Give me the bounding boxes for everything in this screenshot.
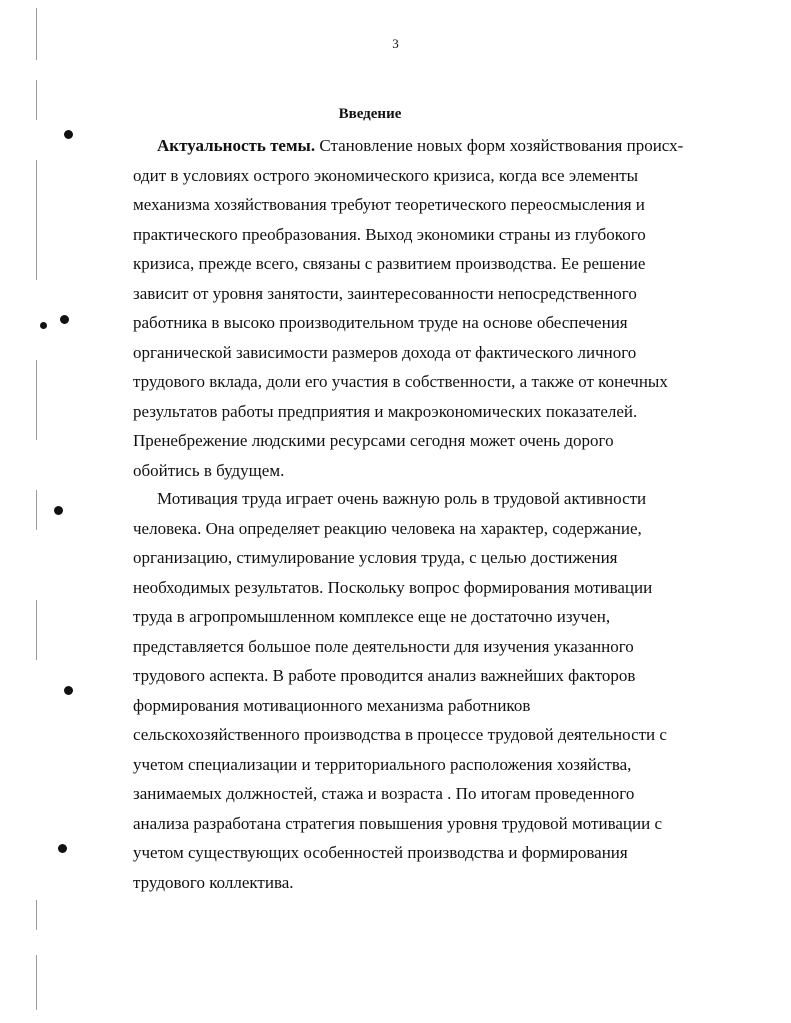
paragraph-motivation	[133, 484, 729, 897]
paragraph-line: анализа разработана стратегия повышения уровня трудовой мотивации с	[133, 813, 663, 833]
paragraph-line: обойтись в будущем.	[133, 460, 285, 480]
paragraph-line: работника в высоко производительном труде на основе обеспечения	[133, 313, 628, 332]
paragraph-line: представляется большое поле деятельности для изучения указанного	[133, 636, 634, 656]
relevance-lead: Актуальность темы.	[157, 136, 316, 155]
binder-hole-icon	[64, 130, 73, 139]
paragraph-line: занимаемых должностей, стажа и возраста . По итогам проведенного	[133, 784, 635, 803]
paragraph-line: практического преобразования. Выход экономики страны из глубокого	[133, 224, 646, 244]
scan-margin-line	[36, 600, 37, 660]
paragraph-line: формирования мотивационного механизма работников	[133, 695, 531, 715]
binder-hole-icon	[58, 844, 67, 853]
paragraph-relevance	[133, 131, 729, 485]
paragraph-line: результатов работы предприятия и макроэкономических показателей.	[133, 401, 638, 421]
paragraph-line: Мотивация труда играет очень важную роль в трудовой активности	[157, 489, 647, 508]
paragraph-line: трудового коллектива.	[133, 872, 294, 892]
scan-margin-line	[36, 490, 37, 530]
binder-hole-icon	[60, 315, 69, 324]
scan-margin-line	[36, 955, 37, 1010]
paragraph-line: Актуальность темы. Становление новых форм хозяйствования происх-	[157, 136, 684, 155]
paragraph-line: человека. Она определяет реакцию человека на характер, содержание,	[133, 518, 642, 538]
paragraph-line: труда в агропромышленном комплексе еще не достаточно изучен,	[133, 607, 611, 626]
scan-margin-line	[36, 900, 37, 930]
paragraph-line: необходимых результатов. Поскольку вопрос формирования мотивации	[133, 577, 653, 597]
binder-hole-icon	[40, 322, 47, 329]
paragraph-line: Пренебрежение людскими ресурсами сегодня может очень дорого	[133, 431, 614, 450]
paragraph-line: кризиса, прежде всего, связаны с развитием производства. Ее решение	[133, 254, 646, 273]
binder-hole-icon	[54, 506, 63, 515]
scan-margin-line	[36, 360, 37, 440]
paragraph-line: сельскохозяйственного производства в процессе трудовой деятельности с	[133, 725, 667, 744]
paragraph-line: зависит от уровня занятости, заинтересованности непосредственного	[133, 283, 637, 303]
scan-margin-line	[36, 8, 37, 60]
scan-margin-line	[36, 160, 37, 280]
paragraph-line: учетом существующих особенностей производства и формирования	[133, 843, 628, 862]
paragraph-line: организацию, стимулирование условия труда, с целью достижения	[133, 548, 618, 567]
paragraph-line: механизма хозяйствования требуют теоретического переосмысления и	[133, 195, 645, 214]
section-heading: Введение	[338, 106, 402, 122]
paragraph-line: учетом специализации и территориального расположения хозяйства,	[133, 754, 632, 774]
paragraph-line: одит в условиях острого экономического кризиса, когда все элементы	[133, 165, 639, 185]
binder-hole-icon	[64, 686, 73, 695]
paragraph-line: трудового вклада, доли его участия в собственности, а также от конечных	[133, 372, 668, 391]
paragraph-line: трудового аспекта. В работе проводится анализ важнейших факторов	[133, 666, 636, 685]
page-number: 3	[392, 36, 399, 51]
paragraph-line: органической зависимости размеров дохода от фактического личного	[133, 342, 637, 362]
